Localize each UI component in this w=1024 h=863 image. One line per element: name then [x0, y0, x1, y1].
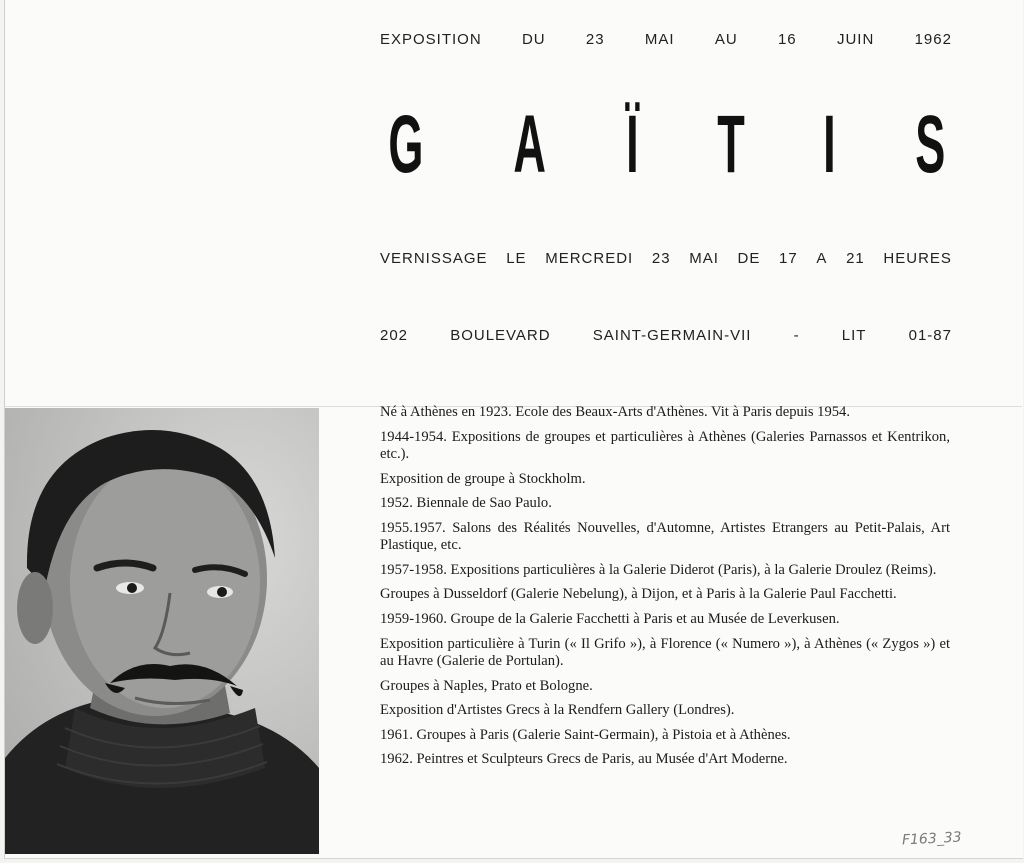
bio-entry: 1961. Groupes à Paris (Galerie Saint-Germain), à Pistoia et à Athènes.: [380, 726, 791, 743]
address-word: LIT: [841, 327, 867, 344]
vernissage-word: VERNISSAGE: [380, 250, 488, 267]
exposition-word: EXPOSITION: [380, 31, 482, 48]
bio-entry: 1952. Biennale de Sao Paulo.: [380, 495, 552, 512]
artist-biography: [380, 404, 950, 776]
title-letter: S: [915, 99, 946, 190]
artist-portrait-photo: [5, 408, 319, 854]
vernissage-word: 17: [779, 250, 798, 267]
inventory-mark: F163_33: [901, 829, 962, 849]
address-word: 01-87: [908, 327, 952, 344]
exposition-word: AU: [714, 31, 738, 48]
bio-entry: Groupes à Dusseldorf (Galerie Nebelung), à Dijon, et à Paris à la Galerie Paul Facchetti.: [380, 586, 897, 603]
vernissage-word: A: [816, 250, 828, 267]
title-letter: G: [388, 99, 424, 190]
address-word: 202: [380, 327, 409, 344]
exposition-word: 16: [777, 31, 797, 48]
title-letter: Ï: [626, 99, 639, 190]
address-word: SAINT-GERMAIN-VII: [592, 327, 752, 344]
bio-entry: Groupes à Naples, Prato et Bologne.: [380, 677, 593, 694]
gallery-address: [380, 327, 952, 344]
address-word: BOULEVARD: [450, 327, 551, 344]
bio-entry: Exposition particulière à Turin (« Il Grifo »), à Florence (« Numero »), à Athènes (« Zygos ») et au Havre (Galerie de Portulan).: [380, 635, 950, 669]
title-letter: A: [513, 99, 546, 190]
bio-entry: Exposition d'Artistes Grecs à la Rendfern Gallery (Londres).: [380, 702, 735, 719]
exposition-word: DU: [521, 31, 546, 48]
bio-entry: 1944-1954. Expositions de groupes et particulières à Athènes (Galeries Parnassos et Kentrikon, etc.).: [380, 428, 950, 462]
address-word: -: [793, 327, 800, 344]
bio-entry: 1959-1960. Groupe de la Galerie Facchetti à Paris et au Musée de Leverkusen.: [380, 610, 840, 627]
vernissage-word: LE: [506, 250, 527, 267]
title-letter: T: [717, 99, 745, 190]
exposition-word: 1962: [914, 31, 952, 48]
vernissage-word: MAI: [689, 250, 719, 267]
exposition-word: MAI: [644, 31, 675, 48]
vernissage-line: [380, 250, 952, 267]
artist-name-title: [374, 99, 958, 194]
exposition-word: 23: [585, 31, 605, 48]
vernissage-word: 21: [846, 250, 865, 267]
exposition-dates: [380, 31, 952, 48]
bio-entry: Né à Athènes en 1923. Ecole des Beaux-Arts d'Athènes. Vit à Paris depuis 1954.: [380, 404, 851, 420]
title-letter: I: [823, 99, 837, 190]
bio-entry: 1962. Peintres et Sculpteurs Grecs de Paris, au Musée d'Art Moderne.: [380, 751, 788, 768]
vernissage-word: DE: [737, 250, 761, 267]
bio-entry: 1955.1957. Salons des Réalités Nouvelles, d'Automne, Artistes Etrangers au Petit-Palais, Art Plastique, etc.: [380, 519, 950, 554]
bio-entry: Exposition de groupe à Stockholm.: [380, 470, 586, 487]
bio-entry: 1957-1958. Expositions particulières à la Galerie Diderot (Paris), à la Galerie Droulez (Reims).: [380, 561, 937, 578]
vernissage-word: 23: [651, 250, 671, 267]
exposition-word: JUIN: [836, 31, 875, 48]
vernissage-word: MERCREDI: [545, 250, 634, 267]
vernissage-word: HEURES: [883, 250, 952, 267]
